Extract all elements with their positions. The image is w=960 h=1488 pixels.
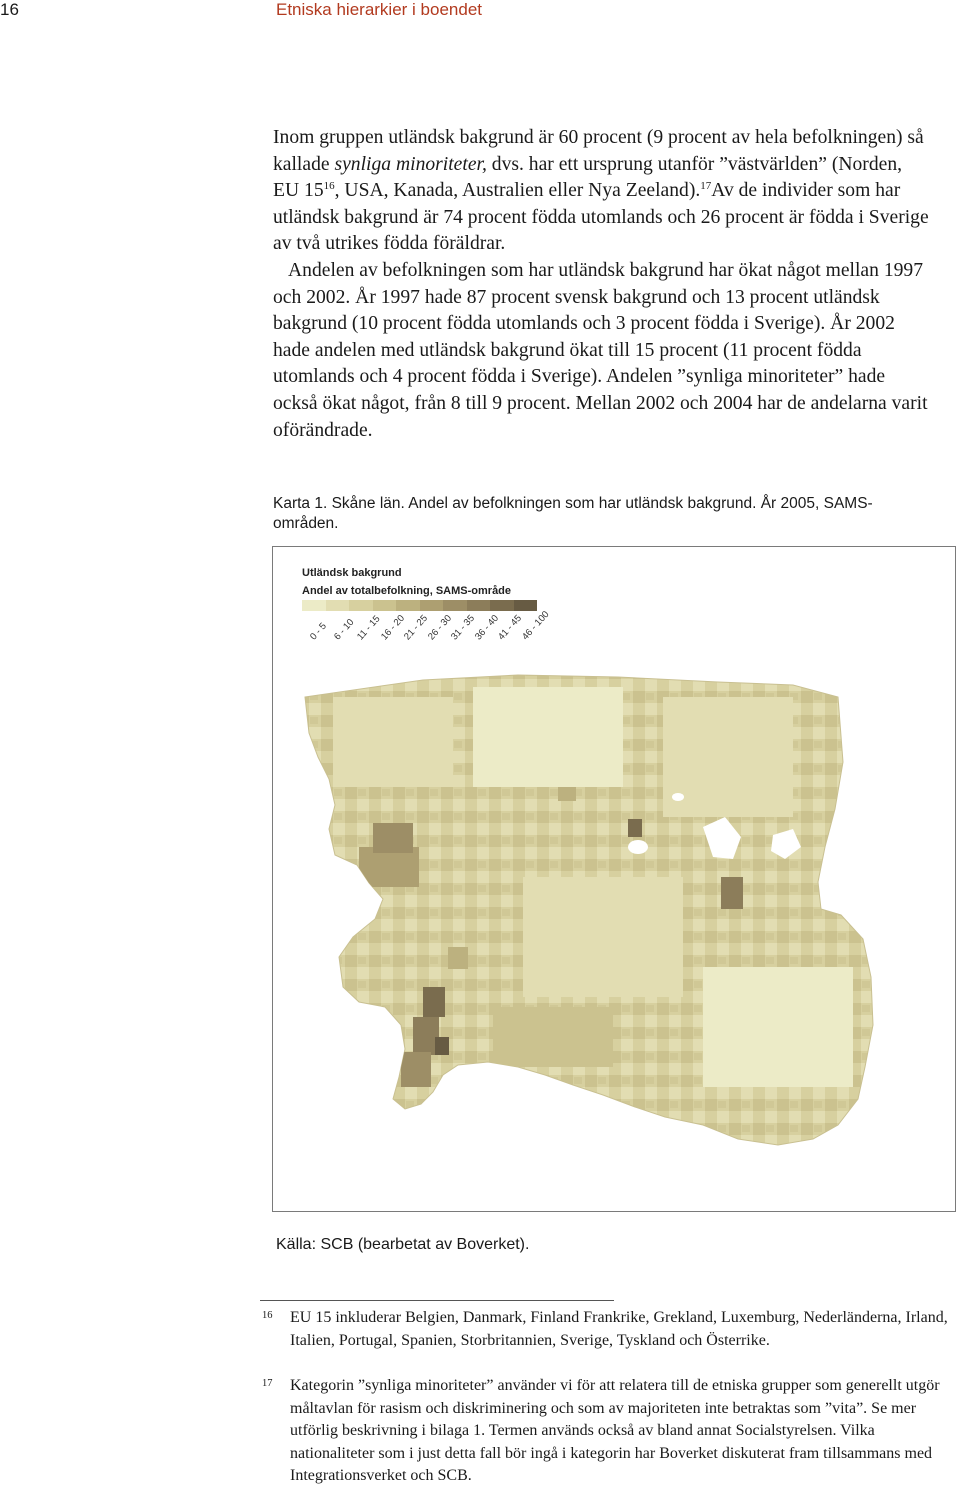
map-caption: Karta 1. Skåne län. Andel av befolkningen som har utländsk bakgrund. År 2005, SAMS-områden. bbox=[273, 495, 873, 532]
legend-subtitle: Andel av totalbefolkning, SAMS-område bbox=[302, 585, 512, 597]
legend-class-label: 21 - 25 bbox=[402, 613, 430, 643]
sams-area bbox=[473, 687, 623, 787]
sams-area bbox=[333, 697, 453, 787]
footnote-divider bbox=[260, 1300, 614, 1301]
legend-class-label: 41 - 45 bbox=[496, 613, 524, 643]
footnote-16-text: EU 15 inkluderar Belgien, Danmark, Finland Frankrike, Grekland, Luxemburg, Nederländerna, Irland, Italien, Portugal, Spanien, Storbritannien, Sverige, Tyskland och Österrike. bbox=[290, 1309, 948, 1349]
footnote-ref-16[interactable]: 16 bbox=[323, 180, 335, 193]
legend-class-label: 46 - 100 bbox=[519, 609, 552, 643]
source-note: Källa: SCB (bearbetat av Boverket). bbox=[276, 1236, 530, 1253]
sams-area bbox=[435, 1037, 449, 1055]
sams-area bbox=[523, 877, 683, 997]
sams-area bbox=[628, 819, 642, 837]
paragraph-2: Andelen av befolkningen som har utländsk bakgrund har ökat något mellan 1997 och 2002. År 1997 hade 87 procent svensk bakgrund och 13 procent utländsk bakgrund (10 procent födda utomlands och 3 procent födda i Sverige). År 2002 hade andelen med utländsk bakgrund ökat till 15 procent (11 procent födda utomlands och 4 procent födda i Sverige). Andelen ”synliga minoriteter” hade också ökat något, från 8 till 9 procent. Mellan 2002 och 2004 har de andelarna varit oförändrade. bbox=[273, 259, 928, 441]
sams-area bbox=[401, 1052, 431, 1087]
running-title: Etniska hierarkier i boendet bbox=[276, 0, 483, 19]
sams-area bbox=[448, 947, 468, 969]
legend-class-label: 6 - 10 bbox=[331, 616, 356, 643]
footnote-16-mark: 16 bbox=[262, 1310, 273, 1321]
footnote-17 bbox=[262, 1375, 956, 1488]
sams-area bbox=[493, 1007, 613, 1067]
footnote-16 bbox=[262, 1307, 956, 1352]
footnote-ref-17[interactable]: 17 bbox=[700, 180, 712, 193]
footnote-17-text: Kategorin ”synliga minoriteter” använder vi för att relatera till de etniska grupper som generellt utgör måltavlan för rasism och diskriminering och som av majoriteten inte betraktas som ”vita”. Se mer utförlig beskrivning i bilaga 1. Termen används också av bland annat Socialstyrelsen. Vilka nationaliteter som i just detta fall bör ingå i kategorin har Boverket diskuterat fram tillsammans med Integrationsverket och SCB. bbox=[290, 1377, 940, 1484]
legend-class-label: 16 - 20 bbox=[378, 613, 407, 643]
p1-text-a: Inom gruppen utländsk bakgrund är 60 procent (9 procent av hela befolkningen) så kallade bbox=[273, 127, 924, 175]
sams-area bbox=[423, 987, 445, 1017]
legend-class-label: 11 - 15 bbox=[355, 613, 383, 643]
lake bbox=[672, 793, 684, 801]
sams-area bbox=[558, 787, 576, 801]
p1-italic-term: synliga minoriteter, bbox=[334, 153, 487, 175]
paragraph-1 bbox=[273, 125, 933, 258]
legend-title: Utländsk bakgrund bbox=[302, 567, 402, 579]
map-figure bbox=[272, 546, 956, 1212]
footnote-17-mark: 17 bbox=[262, 1378, 273, 1389]
lake bbox=[628, 840, 648, 854]
sams-area bbox=[703, 967, 853, 1087]
skane-choropleth-map bbox=[273, 547, 956, 1212]
legend-class-label: 36 - 40 bbox=[472, 613, 501, 643]
page-number: 16 bbox=[0, 0, 19, 19]
sams-area bbox=[721, 877, 743, 909]
legend-class-label: 26 - 30 bbox=[425, 613, 454, 643]
legend-class-label: 31 - 35 bbox=[449, 613, 477, 643]
p1-text-c: dvs. har ett ursprung utanför ”västvärlden” (Norden, EU 15 bbox=[273, 153, 903, 202]
p1-text-e: Av de individer som har utländsk bakgrund är 74 procent födda utomlands och 26 procent är födda i Sverige av två utrikes födda föräldrar. bbox=[273, 180, 929, 255]
body-text bbox=[273, 125, 933, 444]
sams-area bbox=[373, 823, 413, 853]
legend-class-label: 0 - 5 bbox=[308, 620, 329, 643]
p1-text-d: , USA, Kanada, Australien eller Nya Zeeland). bbox=[334, 180, 701, 202]
